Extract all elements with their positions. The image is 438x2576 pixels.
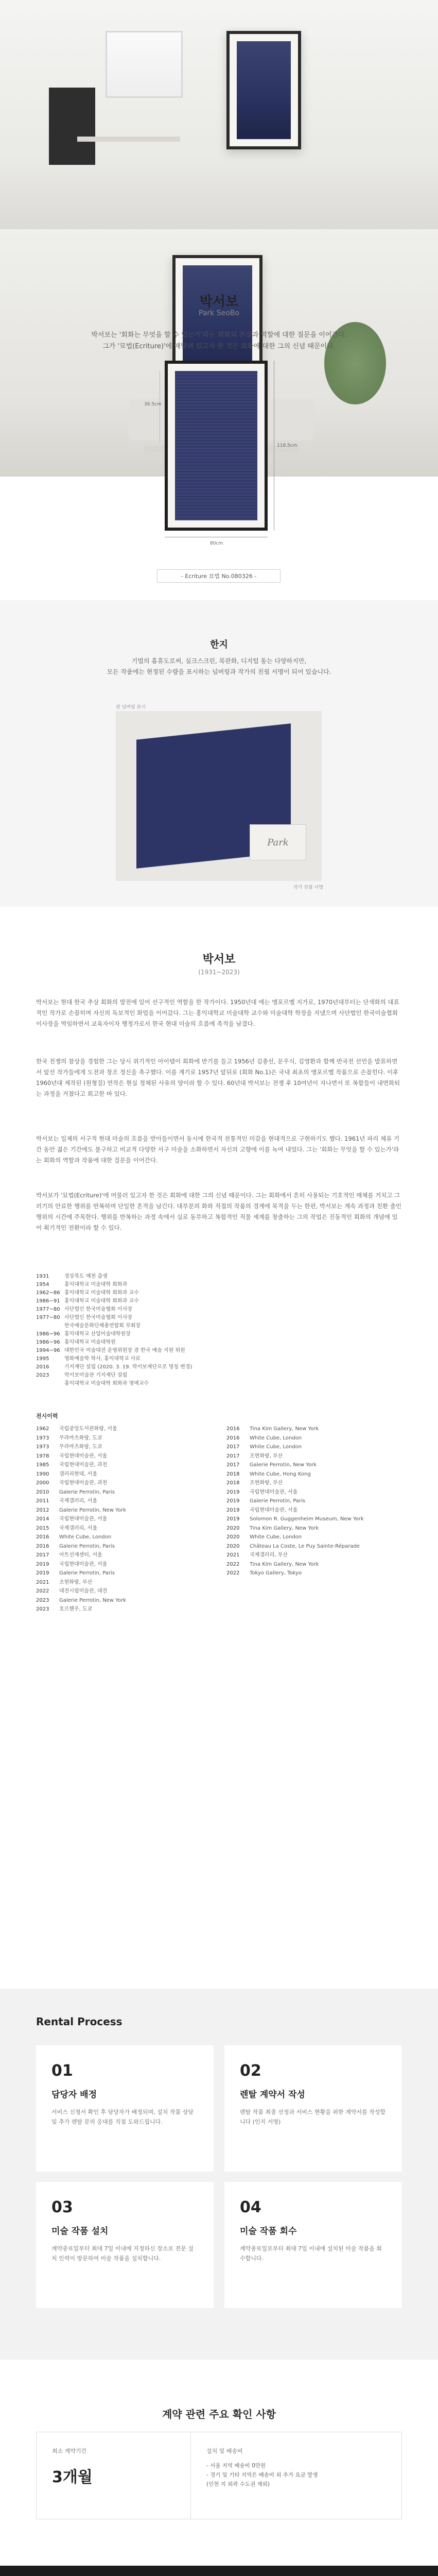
- inner-height-label: 36.5cm: [144, 402, 162, 407]
- window-shape: [106, 31, 183, 98]
- timeline-row: 1931 경상북도 예천 출생: [36, 1274, 108, 1279]
- timeline-row: 1954 홍익대학교 미술대학 회화과: [36, 1282, 128, 1287]
- step-title: 미술 작품 회수: [240, 2226, 297, 2236]
- exhibition-row: 2011 국제갤러리, 서울: [36, 1498, 97, 1504]
- fee-label: 설치 및 배송비: [206, 2448, 243, 2454]
- exhibition-row: 2021 조현화랑, 부산: [36, 1579, 93, 1585]
- timeline-row: 2016 기지재단 설립 (2020. 3. 19. 박서보재단으로 명칭 변경): [36, 1364, 192, 1370]
- exhibition-row: 2018 조현화랑, 부산: [226, 1480, 283, 1486]
- exhibition-row: 2016 Tina Kim Gallery, New York: [226, 1426, 319, 1432]
- exhibitions-right-column: [226, 1425, 396, 1578]
- step-number: 03: [51, 2198, 73, 2216]
- timeline-row: 1962~86 홍익대학교 미술대학 회화과 교수: [36, 1290, 139, 1296]
- timeline-row: 1986~96 홍익대학교 산업미술대학원장: [36, 1331, 131, 1337]
- bio-paragraph: 박서보가 '묘법(Ecriture)'에 머물러 있고자 한 것은 회화에 대한 그의 신념 때문이다. 그는 회화에서 흔히 사용되는 기호적인 매체를 거치고 그러기의 안료한 행위를 반복하며 단일한 흔적을 남긴다. 대부분의 화와 직접의 작품의 경계에 목적을 두는 한편, 박서보는 계속 과정과 친환 출인 행위의 시간에 주목한다. 행위를 반복하는 과정 속에서 실로 동부하고 복합적인 직물 세계를 창출하는 그의 작업은 진동적인 회화의 개념에 있어 획기적인 전환이라 할 수 있다.: [36, 1192, 401, 1231]
- step-number: 02: [240, 2062, 261, 2080]
- exhibition-row: 2022 Tina Kim Gallery, New York: [226, 1561, 319, 1567]
- fee-item: - 서울 지역 배송비 0만원: [206, 2463, 266, 2469]
- signature-caption: 작가 친필 서명: [293, 885, 323, 890]
- rental-step-card: [36, 2182, 214, 2308]
- step-text: 렌탈 작품 최종 선정과 서비스 현황을 위한 계약서를 작성합니다 (인지 서명): [240, 2109, 386, 2125]
- bio-title: 박서보: [202, 953, 236, 966]
- contract-title: 계약 관련 주요 확인 사항: [162, 2408, 276, 2420]
- artist-name: 박서보: [199, 294, 239, 310]
- bio-paragraph: 박서보는 일제의 서구적 현대 미술의 흐름을 받아들이면서 동시에 한국적 전통적인 미감을 현대적으로 구현하기도 했다. 1961년 파리 체류 기간 동안 젊은 기간에도 불구하고 비교적 다양한 서구 미술을 소화하면서 자신의 고향에 이를 녹여 내었다. 그는 '회화는 무엇을 할 수 있는가'라는 회화의 역할과 작품에 대한 질문을 이어간다.: [36, 1135, 400, 1164]
- step-text: 서비스 신청서 확인 후 담당자가 배정되며, 설치 작품 상담 및 추가 렌탈 문의 응대를 직접 도와드립니다.: [51, 2109, 194, 2125]
- rental-step-card: [224, 2182, 402, 2308]
- exhibition-row: 2023 호르헨우, 도쿄: [36, 1606, 93, 1612]
- exhibition-row: 2017 White Cube, London: [226, 1444, 302, 1450]
- step-title: 미술 작품 설치: [51, 2226, 109, 2236]
- timeline-row: 1995 영화예술학 학사, 홍익대학교 사료: [36, 1356, 141, 1362]
- exhibition-row: 2018 White Cube, Hong Kong: [226, 1471, 311, 1477]
- desk-shape: [77, 137, 180, 142]
- rental-title: Rental Process: [36, 2015, 122, 2028]
- career-timeline: [36, 1273, 402, 1388]
- step-number: 01: [51, 2062, 73, 2080]
- exhibition-row: 2022 대전시립미술관, 대전: [36, 1588, 108, 1594]
- exhibition-row: 1990 갤러리현대, 서울: [36, 1471, 97, 1477]
- exhibition-row: 2019 Galerie Perrotin, Paris: [226, 1498, 306, 1504]
- exhibition-row: 2019 국립현대미술관, 서울: [226, 1507, 298, 1513]
- timeline-row: 1986~96 홍익대학교 미술대학원: [36, 1340, 116, 1345]
- step-text: 계약중료일부터 최대 7일 이내에 지정하신 장소로 전문 설치 인력이 방문하여 미술 작품을 설치합니다.: [51, 2245, 194, 2262]
- intro-line: 박서보는 '회화는 무엇을 할 수 있는가'라는 회화의 본질과 역할에 대한 질문을 이어간다.: [91, 331, 347, 339]
- exhibition-row: 2010 Galerie Perrotin, Paris: [36, 1489, 115, 1495]
- artist-intro: [0, 330, 438, 352]
- exhibition-row: 2021 국제갤러리, 부산: [226, 1552, 288, 1558]
- exhibition-row: 2019 국립현대미술관, 서울: [36, 1561, 108, 1567]
- exhibition-row: 2019 국립현대미술관, 서울: [226, 1489, 298, 1495]
- fee-item: - 경기 및 기타 지역은 배송비 외 추가 요금 발생: [206, 2472, 318, 2478]
- hanji-line: 모든 작품에는 현정된 수량을 표시하는 넘버링과 작가의 친필 서명이 되어 있습니다.: [107, 668, 331, 675]
- exhibition-row: 1962 국립중앙도서관화랑, 서울: [36, 1426, 117, 1432]
- exhibition-row: 2000 국립현대미술관, 과천: [36, 1480, 108, 1486]
- bookshelf-shape: [49, 88, 95, 165]
- dimension-diagram: [144, 350, 299, 562]
- hanji-line: 기법의 흡휴도로써, 실크스크린, 목판화, 디지털 동는 다양하지만,: [131, 657, 307, 665]
- exhibition-row: 2016 White Cube, London: [226, 1435, 302, 1441]
- min-period-label: 최소 계약기간: [52, 2448, 87, 2454]
- exhibition-row: 1973 무라마츠화랑, 도쿄: [36, 1435, 102, 1441]
- exhibition-row: 2020 Château La Coste, Le Puy Sainte-Réparade: [226, 1543, 360, 1549]
- exhibitions-left-column: [36, 1425, 206, 1614]
- artist-name-en: Park SeoBo: [199, 309, 239, 317]
- exhibition-row: 2023 Galerie Perrotin, New York: [36, 1597, 126, 1603]
- height-label: 118.5cm: [277, 443, 297, 448]
- width-label: 80cm: [210, 541, 223, 546]
- rental-process-section: [0, 1989, 438, 2360]
- contract-min-period: [37, 2432, 191, 2519]
- exhibition-row: 1973 무라마츠화랑, 도쿄: [36, 1444, 102, 1450]
- step-text: 계약종료일로부터 최대 7일 이내에 설치된 미술 작품을 회수합니다.: [240, 2245, 382, 2262]
- exhibition-row: 2016 Galerie Perrotin, Paris: [36, 1543, 115, 1549]
- intro-line: 그가 '묘법(Ecriture)'에 매달려 있고자 한 것은 회화에 대한 그의 신념 때문이다.: [102, 343, 336, 350]
- exhibition-row: 2016 White Cube, London: [36, 1534, 112, 1540]
- signature-mark: Park: [250, 824, 306, 860]
- exhibition-row: 2017 Galerie Perrotin, New York: [226, 1462, 317, 1468]
- timeline-row: 1994~96 대한민국 미술대전 운영위원장 겸 한국 예술 지원 위원: [36, 1348, 185, 1353]
- artwork-frame-1: [226, 31, 301, 149]
- exhibition-row: 2019 Solomon R. Guggenheim Museum, New York: [226, 1516, 364, 1522]
- notice-footer: [0, 2566, 438, 2576]
- exhibition-row: 2012 Galerie Perrotin, New York: [36, 1507, 126, 1513]
- fee-item: (인천 지 외곽 수도권 제외): [206, 2481, 270, 2487]
- exhibition-row: 2019 Galerie Perrotin, Paris: [36, 1570, 115, 1576]
- edition-label: - Ecriture 묘법 No.080326 -: [157, 569, 281, 583]
- timeline-row: 한국예술문화단체총연합회 부회장: [64, 1323, 141, 1329]
- timeline-row: 1977~80 사단법인 한국미술협회 이사장: [36, 1307, 132, 1312]
- dimension-artwork: [165, 361, 268, 531]
- step-number: 04: [240, 2198, 261, 2216]
- contract-info-box: [36, 2432, 402, 2519]
- numbering-caption: 판 넘버링 표시: [116, 705, 146, 710]
- exhibition-row: 2017 조현화랑, 부산: [226, 1453, 283, 1459]
- material-detail-photo: [116, 711, 322, 881]
- exhibition-row: 1978 국립현대미술관, 서울: [36, 1453, 108, 1459]
- exhibition-row: 2017 아트선재센터, 서울: [36, 1552, 102, 1558]
- exhibition-row: 2014 국립현대미술관, 서울: [36, 1516, 108, 1522]
- timeline-row: 1977~80 사단법인 한국미술협회 이사장: [36, 1315, 132, 1320]
- exhibition-row: 2015 국제갤러리, 서울: [36, 1525, 97, 1531]
- exhibitions-heading: 전시이력: [36, 1413, 58, 1419]
- hanji-title: 한지: [210, 639, 228, 650]
- bio-years: (1931~2023): [198, 969, 240, 976]
- timeline-row: 2023 박서보미술관 기지재단 설립: [36, 1372, 128, 1378]
- exhibition-row: 2020 White Cube, London: [226, 1534, 302, 1540]
- rental-step-card: [224, 2045, 402, 2172]
- step-title: 렌탈 계약서 작성: [240, 2090, 305, 2100]
- min-period-value: 3개월: [52, 2468, 93, 2486]
- exhibition-row: 1985 국립현대미술관, 과천: [36, 1462, 108, 1468]
- exhibition-row: 2022 Tokyo Gallery, Tokyo: [226, 1570, 302, 1576]
- exhibition-row: 2020 Tina Kim Gallery, New York: [226, 1525, 319, 1531]
- step-title: 담당자 배정: [51, 2090, 97, 2100]
- timeline-row: 1986~91 홍익대학교 미술대학 회화과 교수: [36, 1298, 139, 1304]
- timeline-row: 홍익대학교 미술대학 회화과 명예교수: [64, 1381, 149, 1386]
- bio-paragraph: 박서보는 현대 한국 추상 회화의 발전에 있어 선구적인 역할을 한 작가이다. 1950년대 에는 앵포르멜 지가로, 1970년대부터는 단색화의 대표적인 작가로 손꼽히며 자신의 독보적인 화업을 이어갔다. 그는 홍익대학교 미술대학 교수와 미술대학 학장을 지냈으며 사단법인 한국미술협회 이사장을 역임하면서 교육자이자 행정가로서 한국 현대 미술의 흐름에 족적을 남겼다.: [36, 998, 399, 1027]
- contract-fees: [191, 2432, 402, 2519]
- bio-paragraph: 한국 전쟁의 참상을 경험한 그는 당시 위기적인 아이템이 회화에 반기를 들고 1956년 김충선, 문우식, 김영환과 함께 반국전 선언을 발표하면서 앞선 작가들에게 도전과 창조 정신을 촉구했다. 이를 계기로 1957년 앞뒤로 (회화 No.1)은 국내 최초의 앵포르멜 작품으로 손꼽힌다. 이후 1960년대 제작된 (원형질) 연작은 현실 정체된 사유의 양이라 할 수 있다. 60년대 박서보는 전쟁 후 10여년이 지나면서 또 복합들이 내면화되는 과정을 거쳤다고 회고한 바 있다.: [36, 1058, 400, 1097]
- hero-interior-photo-1: [0, 0, 438, 229]
- hanji-text: [0, 656, 438, 677]
- rental-step-card: [36, 2045, 214, 2172]
